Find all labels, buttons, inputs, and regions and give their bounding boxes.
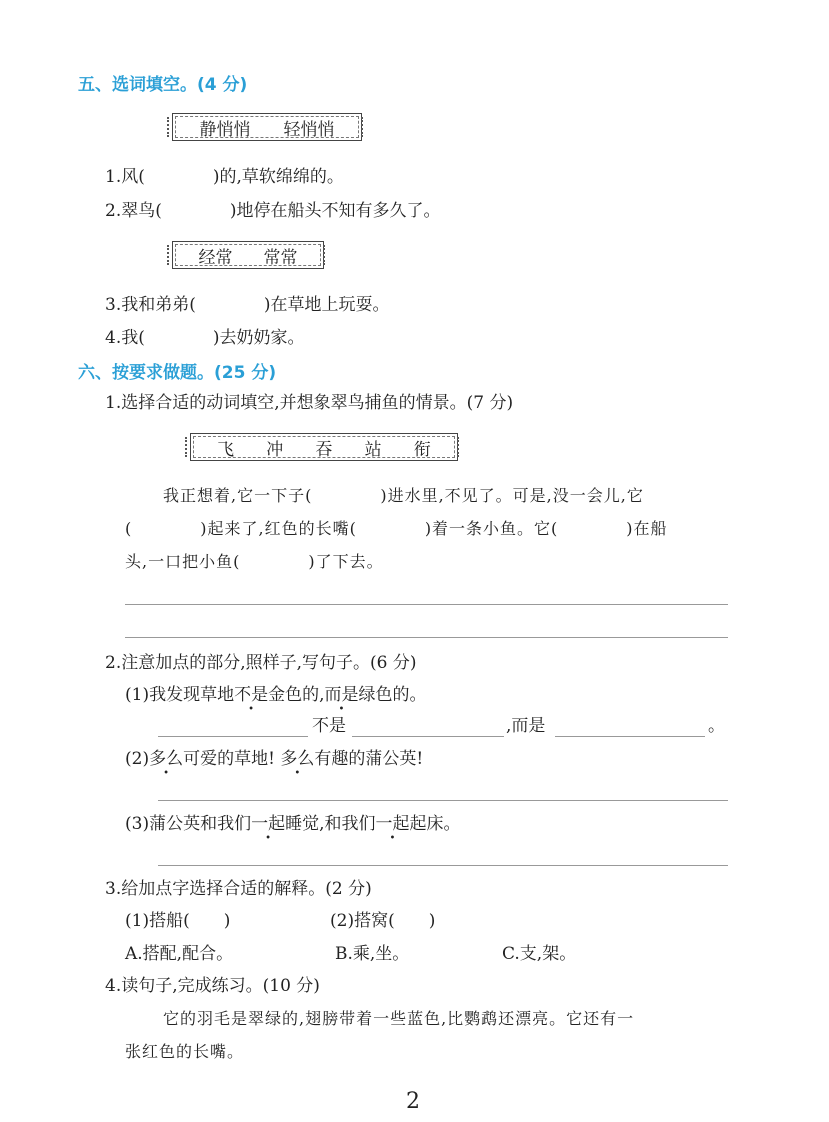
s6-q1-passage-line-3: 头,一口把小鱼( )了下去。 — [125, 552, 384, 571]
verb-option: 飞 — [217, 439, 235, 460]
section-6-title: 六、按要求做题。(25 分) — [78, 363, 277, 383]
s5-question-1: 1.风( )的,草软绵绵的。 — [105, 167, 344, 187]
s6-q3-option-c: C.支,架。 — [502, 944, 577, 964]
section-5-title: 五、选词填空。(4 分) — [78, 75, 248, 95]
verb-option: 吞 — [315, 439, 333, 460]
blank-line[interactable] — [158, 736, 308, 737]
s6-q4-passage-line-1: 它的羽毛是翠绿的,翅膀带着一些蓝色,比鹦鹉还漂亮。它还有一 — [163, 1009, 635, 1028]
s6-q2-example-1: (1)我发现草地不是金色的,而是绿色的。 — [125, 685, 427, 705]
answer-line[interactable] — [125, 604, 728, 605]
s6-q2-example-3: (3)蒲公英和我们一起睡觉,和我们一起起床。 — [125, 814, 461, 834]
word-option: 经常 — [198, 247, 233, 268]
s6-q3-option-a: A.搭配,配合。 — [125, 944, 234, 964]
s6-q1-prompt: 1.选择合适的动词填空,并想象翠鸟捕鱼的情景。(7 分) — [105, 393, 514, 413]
s6-q3-option-b: B.乘,坐。 — [335, 944, 410, 964]
word-option: 轻悄悄 — [283, 119, 335, 140]
s6-q2-example-2: (2)多么可爱的草地! 多么有趣的蒲公英! — [125, 749, 424, 769]
s6-q4-passage-line-2: 张红色的长嘴。 — [125, 1042, 245, 1061]
answer-line[interactable] — [125, 637, 728, 638]
word-box-1 — [172, 113, 362, 141]
s5-question-3: 3.我和弟弟( )在草地上玩耍。 — [105, 295, 390, 315]
s6-q3-item-1: (1)搭船( ) — [125, 911, 231, 931]
verb-option: 站 — [364, 439, 382, 460]
answer-line[interactable] — [158, 865, 728, 866]
s6-q3-item-2: (2)搭窝( ) — [330, 911, 436, 931]
verb-box — [190, 433, 458, 461]
blank-label-but: ,而是 — [506, 716, 546, 736]
blank-line[interactable] — [352, 736, 504, 737]
page-number: 2 — [406, 1089, 420, 1114]
s5-question-2: 2.翠鸟( )地停在船头不知有多久了。 — [105, 201, 441, 221]
s6-q1-passage-line-1: 我正想着,它一下子( )进水里,不见了。可是,没一会儿,它 — [163, 486, 644, 505]
word-option: 常常 — [263, 247, 298, 268]
answer-line[interactable] — [158, 800, 728, 801]
blank-line[interactable] — [555, 736, 705, 737]
word-option: 静悄悄 — [199, 119, 251, 140]
s6-q1-passage-line-2: ( )起来了,红色的长嘴( )着一条小鱼。它( )在船 — [125, 519, 668, 538]
s6-q2-prompt: 2.注意加点的部分,照样子,写句子。(6 分) — [105, 653, 417, 673]
s5-question-4: 4.我( )去奶奶家。 — [105, 328, 305, 348]
s6-q3-prompt: 3.给加点字选择合适的解释。(2 分) — [105, 879, 372, 899]
verb-option: 冲 — [266, 439, 284, 460]
blank-label-end: 。 — [708, 716, 725, 736]
s6-q4-prompt: 4.读句子,完成练习。(10 分) — [105, 976, 320, 996]
word-box-2 — [172, 241, 324, 269]
verb-option: 衔 — [413, 439, 431, 460]
blank-label-not: 不是 — [312, 716, 346, 736]
